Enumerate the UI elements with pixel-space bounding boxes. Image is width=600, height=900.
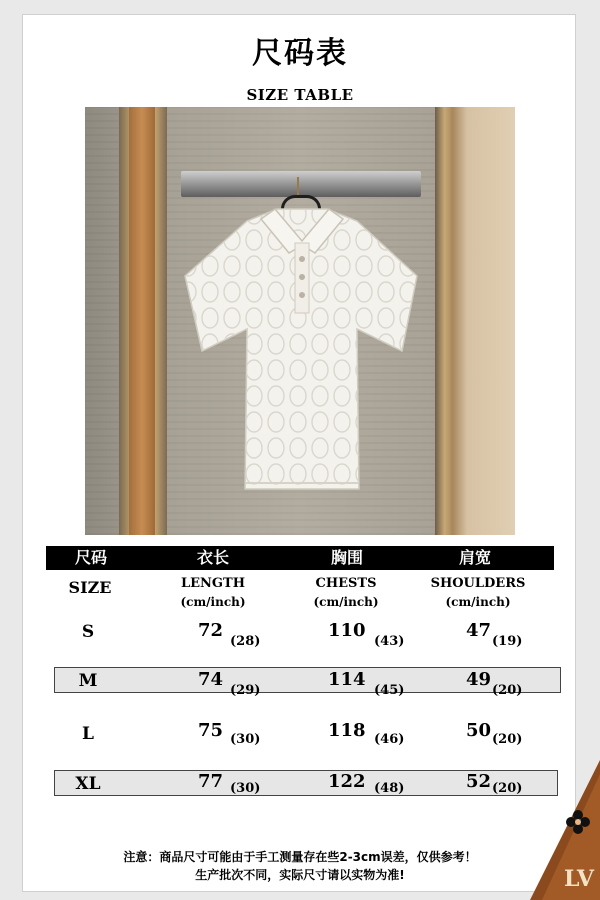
row-length-cm: 72	[198, 620, 224, 641]
row-length-in: (29)	[230, 683, 261, 698]
row-chest-cm: 110	[328, 620, 366, 641]
subheader-chest-unit: (cm/inch)	[313, 595, 379, 609]
row-size-m: M	[78, 671, 98, 691]
header-chest: 胸围	[330, 548, 363, 567]
header-length: 衣长	[196, 548, 229, 567]
page-subtitle: SIZE TABLE	[246, 86, 354, 104]
row-size-xl: XL	[75, 774, 101, 794]
row-shoulder-in: (19)	[492, 634, 523, 649]
row-chest-in: (43)	[374, 634, 405, 649]
subheader-length-unit: (cm/inch)	[180, 595, 246, 609]
row-shoulder-in: (20)	[492, 781, 523, 796]
header-size: 尺码	[74, 548, 107, 567]
row-length-cm: 75	[198, 720, 224, 741]
row-shoulder-in: (20)	[492, 683, 523, 698]
product-photo	[85, 107, 515, 535]
brand-logo-text: LV	[564, 866, 594, 892]
row-shoulder-cm: 50	[466, 720, 492, 741]
row-chest-cm: 122	[328, 771, 366, 792]
row-shoulder-in: (20)	[492, 732, 523, 747]
subheader-chest: CHESTS	[315, 576, 377, 591]
row-size-s: S	[81, 622, 95, 642]
row-shoulder-cm: 49	[466, 669, 492, 690]
row-chest-in: (45)	[374, 683, 405, 698]
row-chest-in: (46)	[374, 732, 405, 747]
row-length-cm: 77	[198, 771, 224, 792]
row-chest-cm: 118	[328, 720, 366, 741]
row-shoulder-cm: 52	[466, 771, 492, 792]
row-chest-cm: 114	[328, 669, 366, 690]
subheader-size: SIZE	[68, 578, 112, 597]
row-size-l: L	[82, 724, 94, 744]
row-length-in: (30)	[230, 732, 261, 747]
page-title: 尺码表	[252, 36, 348, 71]
subheader-shoulder-unit: (cm/inch)	[445, 595, 511, 609]
row-length-cm: 74	[198, 669, 224, 690]
brand-badge	[520, 760, 600, 900]
subheader-length: LENGTH	[181, 576, 245, 591]
hanging-rail	[181, 171, 421, 197]
row-shoulder-cm: 47	[466, 620, 492, 641]
disclaimer-line-2: 生产批次不同，实际尺寸请以实物为准!	[195, 868, 405, 882]
row-length-in: (28)	[230, 634, 261, 649]
header-shoulder: 肩宽	[458, 548, 491, 567]
polo-shirt-image	[177, 201, 427, 501]
row-chest-in: (48)	[374, 781, 405, 796]
disclaimer-line-1: 注意：商品尺寸可能由于手工测量存在些2-3cm误差，仅供参考！	[123, 850, 477, 864]
subheader-shoulder: SHOULDERS	[430, 576, 526, 591]
row-length-in: (30)	[230, 781, 261, 796]
